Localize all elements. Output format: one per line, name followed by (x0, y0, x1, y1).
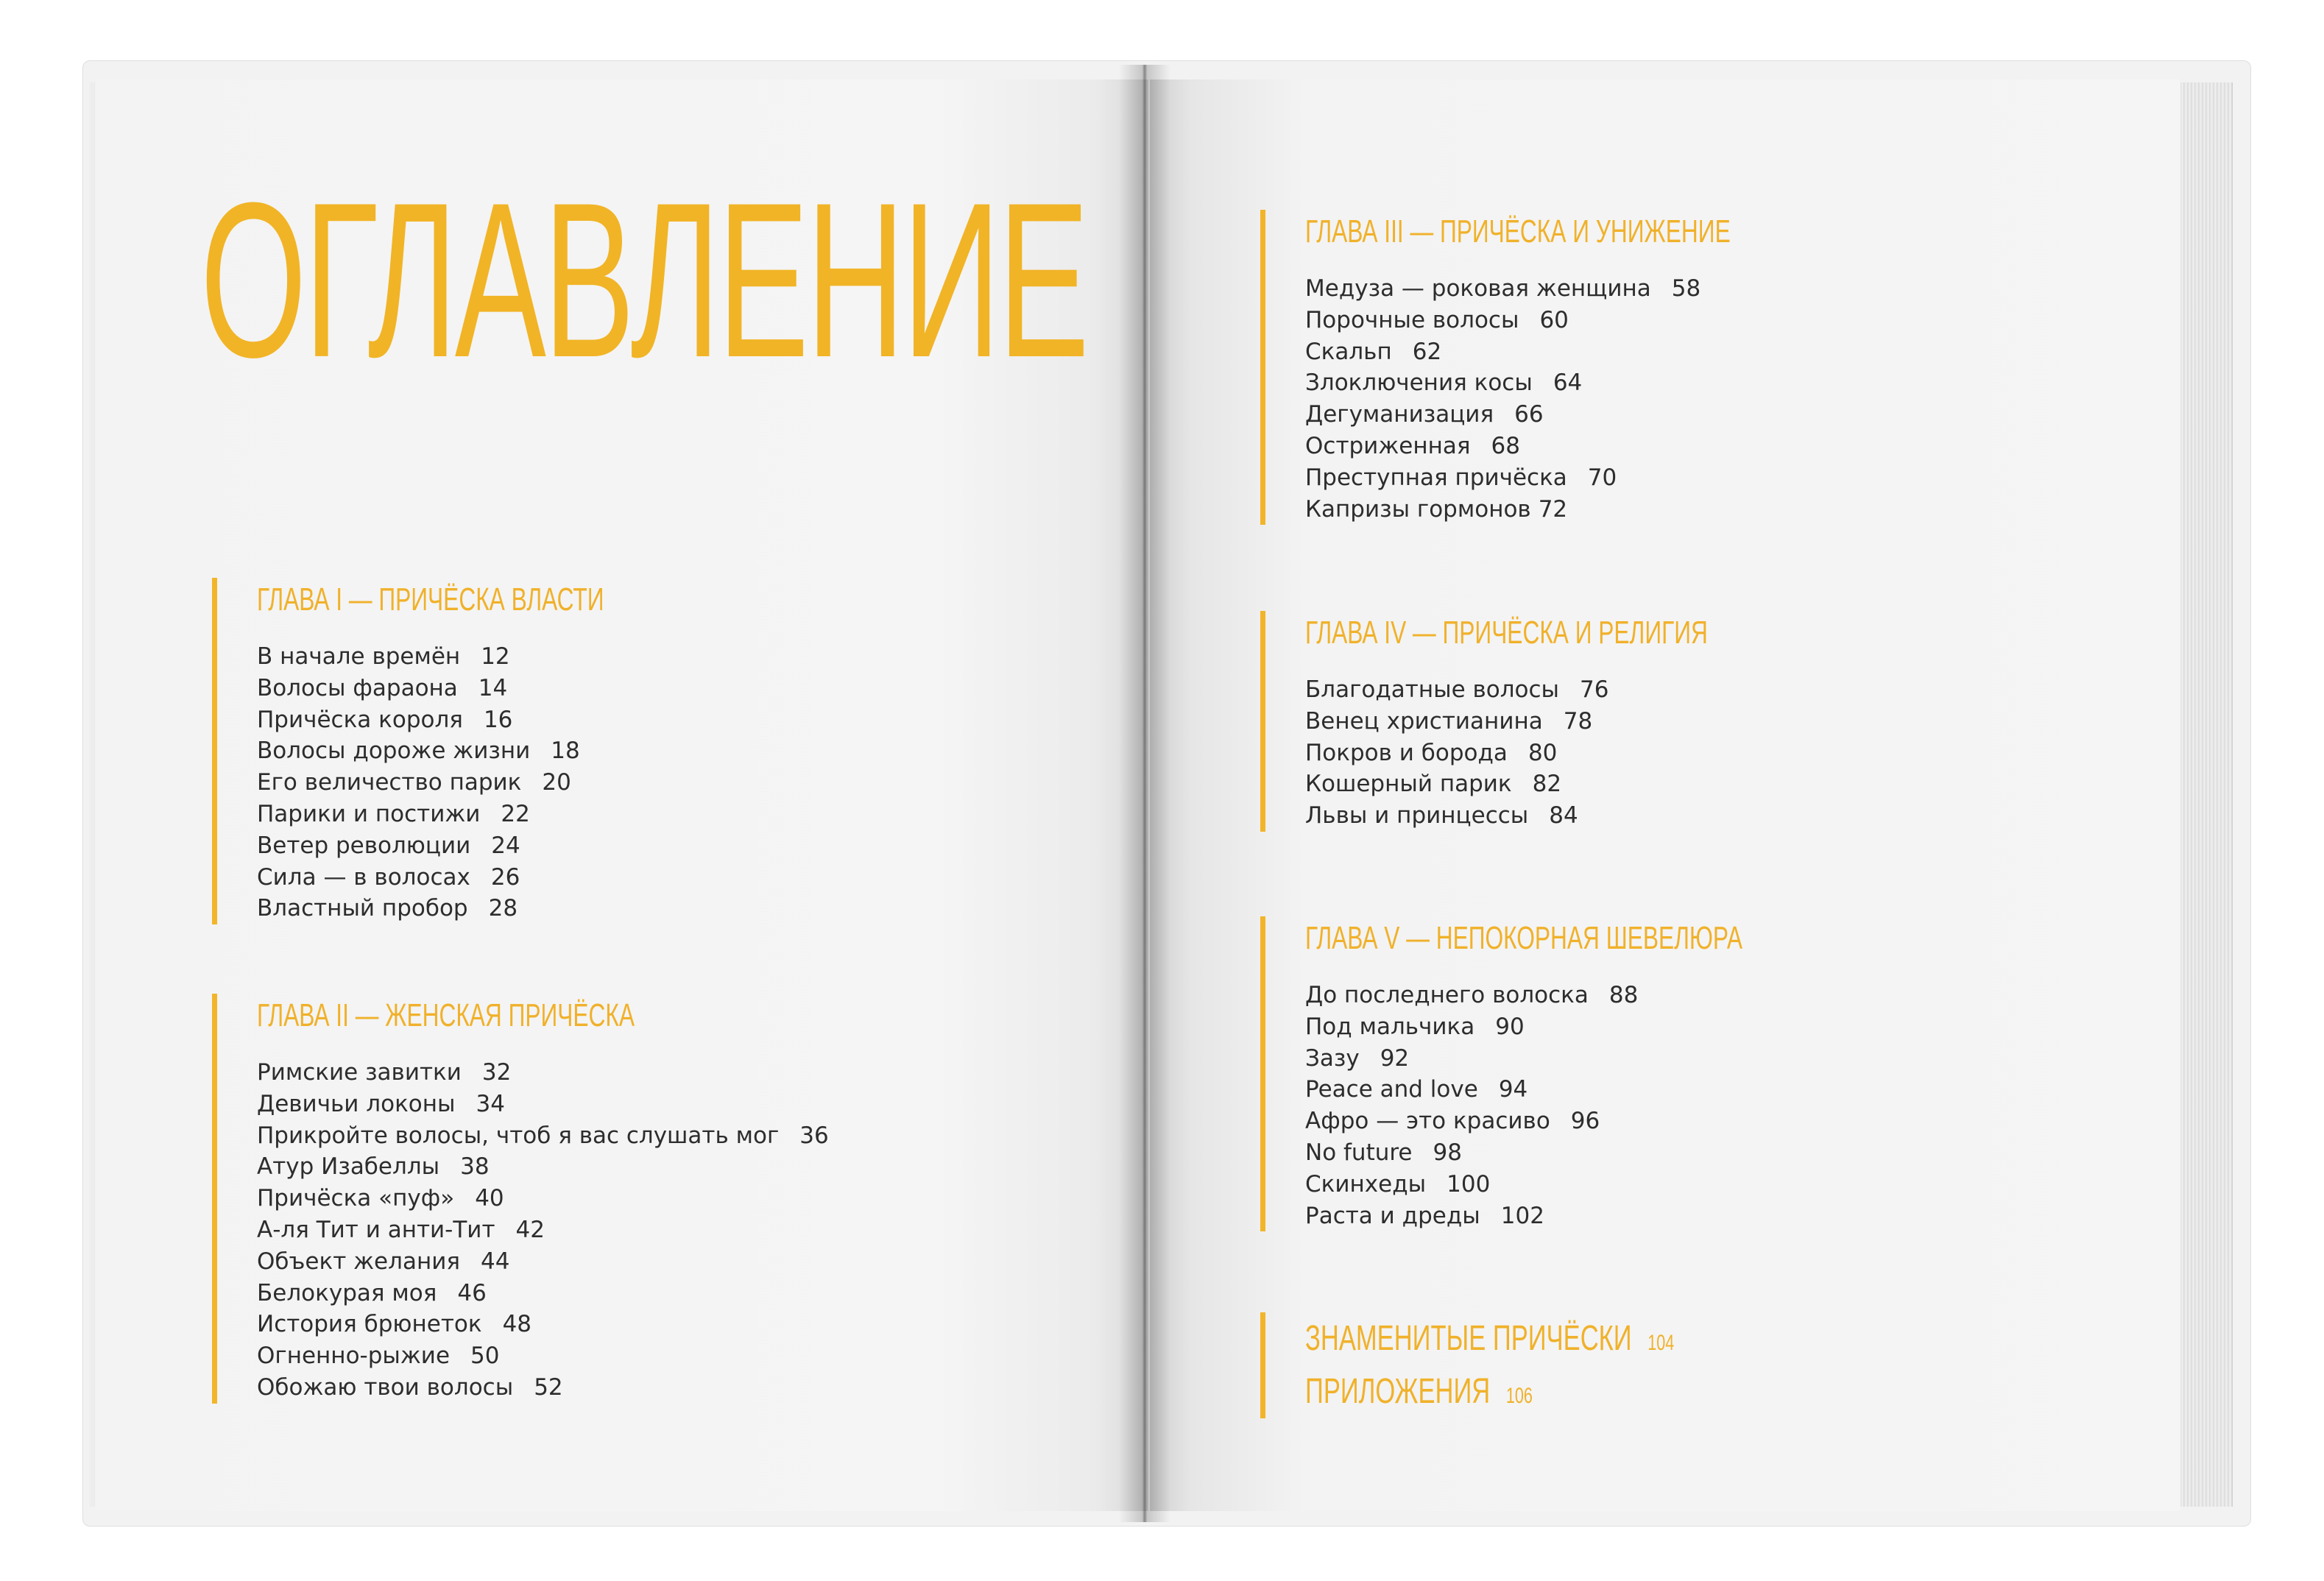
toc-entry[interactable] (257, 862, 739, 894)
entry-label: Благодатные волосы (1305, 676, 1560, 703)
toc-entry[interactable] (257, 1089, 829, 1120)
entry-page: 64 (1553, 369, 1583, 397)
entry-label: Белокурая моя (257, 1279, 437, 1306)
toc-entry[interactable] (1305, 494, 1896, 526)
entry-label: Порочные волосы (1305, 306, 1519, 333)
entry-label: Парики и постижи (257, 800, 481, 827)
toc-entry[interactable] (257, 1214, 829, 1246)
entry-label: История брюнеток (257, 1311, 482, 1338)
toc-entry[interactable] (1305, 367, 1896, 399)
entry-page: 20 (542, 769, 571, 796)
toc-entry[interactable] (1305, 1043, 1912, 1075)
toc-entry[interactable] (257, 1278, 829, 1309)
entry-label: Причёска «пуф» (257, 1185, 455, 1212)
entry-label: Атур Изабеллы (257, 1153, 440, 1181)
entry-page: 94 (1498, 1076, 1528, 1103)
toc-entry[interactable] (1305, 706, 1865, 738)
entry-page: 72 (1538, 495, 1568, 523)
entry-page: 26 (490, 863, 520, 891)
entry-label: Властный пробор (257, 895, 468, 922)
entry-page: 50 (470, 1343, 500, 1370)
extras-section (1260, 1312, 1818, 1418)
entry-label: В начале времён (257, 643, 461, 670)
toc-entry[interactable] (257, 830, 739, 862)
entry-page: 66 (1514, 401, 1544, 428)
entry-page: 38 (460, 1153, 490, 1181)
entry-page: 68 (1491, 432, 1520, 459)
chapter-4 (1260, 611, 1865, 832)
entry-label: До последнего волоска (1305, 982, 1589, 1008)
entry-page: 60 (1539, 306, 1569, 333)
extra-page: 106 (1505, 1384, 1533, 1408)
toc-entry[interactable] (257, 1151, 829, 1183)
entry-page: 52 (534, 1373, 563, 1401)
toc-entry[interactable] (1305, 273, 1896, 305)
toc-entry[interactable] (1305, 674, 1865, 706)
entry-page: 82 (1532, 771, 1562, 798)
entry-page: 96 (1570, 1108, 1600, 1135)
chapter-3 (1260, 210, 1896, 525)
toc-entry[interactable] (257, 799, 739, 830)
entry-page: 92 (1380, 1044, 1410, 1072)
entry-page: 90 (1495, 1013, 1525, 1040)
chapter-entries (257, 1057, 829, 1404)
entry-label: Огненно-рыжие (257, 1343, 451, 1370)
entry-label: Скинхеды (1305, 1170, 1427, 1198)
entry-page: 80 (1527, 739, 1558, 766)
entry-label: Девичьи локоны (257, 1090, 456, 1117)
chapter-title: ГЛАВА IV — ПРИЧЁСКА И РЕЛИГИЯ (1305, 615, 1708, 651)
toc-entry[interactable] (257, 641, 739, 673)
toc-entry[interactable] (1305, 462, 1896, 494)
toc-entry[interactable] (1305, 980, 1912, 1011)
chapter-title: ГЛАВА I — ПРИЧЁСКА ВЛАСТИ (257, 581, 604, 618)
entry-label: А-ля Тит и анти-Тит (257, 1216, 495, 1243)
entry-page: 34 (476, 1090, 505, 1117)
entry-label: Объект желания (257, 1248, 461, 1275)
toc-entry[interactable] (1305, 800, 1865, 832)
chapter-title: ГЛАВА II — ЖЕНСКАЯ ПРИЧЁСКА (257, 997, 635, 1033)
entry-label: Медуза — роковая женщина (1305, 275, 1651, 302)
entry-label: Зазу (1305, 1044, 1360, 1072)
entry-page: 44 (481, 1248, 510, 1275)
entry-page: 14 (478, 674, 508, 701)
page-edges-right (2180, 82, 2233, 1507)
page-title: ОГЛАВЛЕНИЕ (200, 156, 1087, 403)
toc-entry[interactable] (1305, 768, 1865, 800)
toc-entry[interactable] (1305, 1169, 1912, 1200)
toc-extra-famous[interactable] (1305, 1312, 1674, 1365)
chapter-entries (1305, 674, 1865, 832)
entry-page: 40 (475, 1185, 504, 1212)
toc-entry[interactable] (257, 767, 739, 799)
entry-label: Покров и борода (1305, 739, 1508, 766)
entry-page: 70 (1587, 464, 1617, 491)
toc-entry[interactable] (257, 673, 739, 704)
entry-page: 76 (1580, 676, 1609, 703)
toc-entry[interactable] (1305, 1011, 1912, 1043)
toc-entry[interactable] (257, 1340, 829, 1372)
entry-page: 24 (491, 832, 520, 859)
entry-page: 28 (488, 895, 518, 922)
entry-label: Причёска короля (257, 706, 463, 733)
chapter-title: ГЛАВА III — ПРИЧЁСКА И УНИЖЕНИЕ (1305, 213, 1731, 250)
entry-page: 48 (502, 1311, 532, 1338)
entry-page: 36 (799, 1122, 829, 1149)
entry-label: Волосы фараона (257, 674, 458, 701)
toc-entry[interactable] (257, 1183, 829, 1214)
entry-label: Злоключения косы (1305, 369, 1533, 397)
entry-label: Обожаю твои волосы (257, 1373, 514, 1401)
chapter-2 (212, 994, 829, 1404)
entry-label: Скальп (1305, 338, 1392, 365)
entry-page: 58 (1671, 275, 1701, 302)
toc-entry[interactable] (257, 704, 739, 736)
entry-page: 100 (1447, 1170, 1491, 1198)
chapter-1 (212, 578, 739, 924)
chapter-5 (1260, 916, 1912, 1231)
entry-label: Ветер революции (257, 832, 471, 859)
toc-entry[interactable] (1305, 1074, 1912, 1106)
entry-label: Римские завитки (257, 1059, 462, 1086)
chapter-entries (257, 641, 739, 924)
entry-page: 78 (1563, 707, 1593, 735)
entry-page: 46 (457, 1279, 487, 1306)
entry-page: 16 (483, 706, 513, 733)
toc-entry[interactable] (1305, 1200, 1912, 1232)
entry-page: 18 (551, 738, 580, 765)
entry-label: Peace and love (1305, 1076, 1478, 1103)
toc-entry[interactable] (1305, 1106, 1912, 1137)
entry-label: Волосы дороже жизни (257, 738, 531, 765)
entry-page: 88 (1608, 982, 1639, 1008)
extra-label: ПРИЛОЖЕНИЯ (1305, 1372, 1491, 1411)
entry-page: 42 (515, 1216, 545, 1243)
extra-page: 104 (1647, 1331, 1675, 1355)
entry-label: Капризы гормонов (1305, 495, 1531, 523)
toc-entry[interactable] (257, 1246, 829, 1278)
entry-label: Преступная причёска (1305, 464, 1567, 491)
entry-label: Кошерный парик (1305, 771, 1512, 798)
entry-page: 98 (1433, 1139, 1462, 1166)
entry-label: Остриженная (1305, 432, 1471, 459)
entry-label: Его величество парик (257, 769, 522, 796)
chapter-entries (1305, 273, 1896, 525)
entry-label: Прикройте волосы, чтоб я вас слушать мог (257, 1122, 780, 1149)
entry-label: Венец христианина (1305, 707, 1543, 735)
extra-label: ЗНАМЕНИТЫЕ ПРИЧЁСКИ (1305, 1319, 1632, 1358)
entry-page: 84 (1549, 802, 1578, 830)
toc-entry[interactable] (257, 1057, 829, 1089)
entry-page: 32 (481, 1059, 512, 1086)
entry-label: Под мальчика (1305, 1013, 1475, 1040)
entry-label: Дегуманизация (1305, 401, 1494, 428)
entry-label: Афро — это красиво (1305, 1108, 1550, 1135)
book-spine (1119, 65, 1170, 1522)
toc-entry[interactable] (1305, 431, 1896, 462)
toc-entry[interactable] (1305, 399, 1896, 431)
toc-entry[interactable] (257, 1372, 829, 1404)
toc-entry[interactable] (257, 1120, 829, 1152)
entry-label: Сила — в волосах (257, 863, 470, 891)
chapter-entries (1305, 980, 1912, 1231)
toc-extra-appendices[interactable] (1305, 1365, 1674, 1418)
toc-entry[interactable] (257, 893, 739, 924)
entry-page: 12 (481, 643, 510, 670)
entry-page: 62 (1412, 338, 1442, 365)
toc-entry[interactable] (1305, 336, 1896, 368)
entry-label: Раста и дреды (1305, 1202, 1480, 1229)
toc-entry[interactable] (1305, 305, 1896, 336)
toc-entry[interactable] (257, 1309, 829, 1340)
entry-label: No future (1305, 1139, 1413, 1166)
chapter-title: ГЛАВА V — НЕПОКОРНАЯ ШЕВЕЛЮРА (1305, 920, 1743, 956)
entry-label: Львы и принцессы (1305, 802, 1529, 830)
toc-entry[interactable] (1305, 738, 1865, 769)
toc-entry[interactable] (1305, 1137, 1912, 1169)
toc-entry[interactable] (257, 735, 739, 767)
entry-page: 22 (501, 800, 530, 827)
entry-page: 102 (1500, 1202, 1544, 1229)
